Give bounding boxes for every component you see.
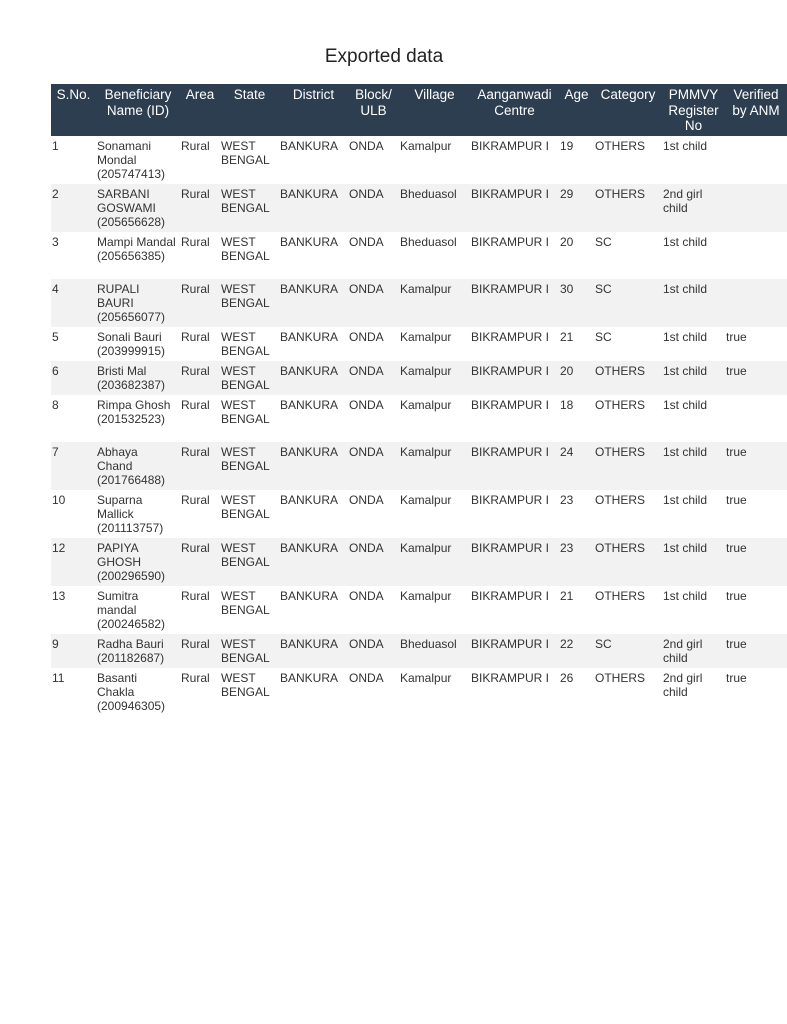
cell-verified xyxy=(725,395,787,442)
cell-centre: BIKRAMPUR I xyxy=(470,442,559,490)
cell-verified: true xyxy=(725,634,787,668)
table-row xyxy=(51,361,787,395)
column-header-register: PMMVY Register No xyxy=(662,84,725,136)
cell-beneficiary: SARBANI GOSWAMI (205656628) xyxy=(96,184,180,232)
cell-state: WEST BENGAL xyxy=(221,670,270,699)
cell-age: 20 xyxy=(560,234,574,249)
cell-category: OTHERS xyxy=(595,397,646,412)
cell-age: 23 xyxy=(559,538,594,586)
page-title: Exported data xyxy=(324,46,444,67)
cell-verified: true xyxy=(726,492,747,507)
cell-village: Kamalpur xyxy=(400,138,452,153)
cell-age: 18 xyxy=(560,397,574,412)
cell-state: WEST BENGAL xyxy=(221,234,270,263)
cell-register: 1st child xyxy=(663,329,708,344)
cell-category: OTHERS xyxy=(595,588,646,603)
cell-verified: true xyxy=(726,588,747,603)
cell-verified xyxy=(725,279,787,327)
table-row xyxy=(51,327,787,361)
cell-centre: BIKRAMPUR I xyxy=(471,329,550,344)
cell-block: ONDA xyxy=(348,184,399,232)
cell-register: 2nd girl child xyxy=(662,634,725,668)
cell-block: ONDA xyxy=(348,442,399,490)
cell-state: WEST BENGAL xyxy=(221,138,270,167)
cell-area: Rural xyxy=(181,138,210,153)
cell-district: BANKURA xyxy=(279,538,348,586)
column-header-area: Area xyxy=(180,84,220,136)
cell-centre: BIKRAMPUR I xyxy=(470,538,559,586)
cell-category: SC xyxy=(594,279,662,327)
cell-register: 1st child xyxy=(663,492,708,507)
table-row xyxy=(51,279,787,327)
cell-sno: 11 xyxy=(52,670,65,685)
cell-centre: BIKRAMPUR I xyxy=(471,588,550,603)
column-header-category: Category xyxy=(594,84,662,136)
cell-verified: true xyxy=(725,442,787,490)
table-row xyxy=(51,586,787,634)
cell-area: Rural xyxy=(181,397,210,412)
cell-sno: 5 xyxy=(52,329,59,344)
cell-age: 29 xyxy=(559,184,594,232)
cell-category: OTHERS xyxy=(595,492,646,507)
cell-block: ONDA xyxy=(349,670,384,685)
cell-age: 26 xyxy=(560,670,574,685)
cell-district: BANKURA xyxy=(280,138,339,153)
column-header-state: State xyxy=(220,84,279,136)
cell-state: WEST BENGAL xyxy=(220,634,279,668)
cell-sno: 13 xyxy=(52,588,66,603)
cell-block: ONDA xyxy=(349,397,384,412)
cell-beneficiary: RUPALI BAURI (205656077) xyxy=(96,279,180,327)
cell-category: OTHERS xyxy=(594,442,662,490)
cell-village: Bheduasol xyxy=(399,634,470,668)
exported-data-table-container xyxy=(51,84,780,716)
column-header-sno: S.No. xyxy=(51,84,96,136)
cell-area: Rural xyxy=(181,329,210,344)
cell-district: BANKURA xyxy=(279,634,348,668)
column-header-beneficiary: Beneficiary Name (ID) xyxy=(96,84,180,136)
cell-category: SC xyxy=(595,234,612,249)
cell-beneficiary: Radha Bauri (201182687) xyxy=(96,634,180,668)
table-row xyxy=(51,136,787,184)
cell-district: BANKURA xyxy=(280,329,339,344)
cell-state: WEST BENGAL xyxy=(220,279,279,327)
cell-state: WEST BENGAL xyxy=(220,442,279,490)
cell-block: ONDA xyxy=(348,279,399,327)
table-header-row xyxy=(51,84,787,136)
cell-verified xyxy=(725,184,787,232)
cell-sno: 12 xyxy=(51,538,96,586)
cell-category: OTHERS xyxy=(595,138,646,153)
cell-block: ONDA xyxy=(349,329,384,344)
table-row xyxy=(51,442,787,490)
cell-sno: 7 xyxy=(51,442,96,490)
cell-age: 22 xyxy=(559,634,594,668)
cell-category: OTHERS xyxy=(594,184,662,232)
cell-district: BANKURA xyxy=(279,361,348,395)
cell-verified: true xyxy=(726,670,747,685)
cell-sno: 9 xyxy=(51,634,96,668)
cell-beneficiary: Sonamani Mondal (205747413) xyxy=(97,138,166,181)
cell-verified: true xyxy=(725,538,787,586)
cell-category: OTHERS xyxy=(594,361,662,395)
cell-category: SC xyxy=(595,329,612,344)
cell-sno: 4 xyxy=(51,279,96,327)
cell-beneficiary: PAPIYA GHOSH (200296590) xyxy=(96,538,180,586)
cell-state: WEST BENGAL xyxy=(221,329,270,358)
cell-village: Kamalpur xyxy=(399,442,470,490)
cell-age: 21 xyxy=(560,588,574,603)
table-row xyxy=(51,232,787,279)
cell-verified xyxy=(725,232,787,279)
cell-block: ONDA xyxy=(349,234,384,249)
cell-age: 24 xyxy=(559,442,594,490)
cell-beneficiary: Sumitra mandal (200246582) xyxy=(97,588,166,631)
cell-register: 1st child xyxy=(662,279,725,327)
cell-state: WEST BENGAL xyxy=(220,538,279,586)
cell-centre: BIKRAMPUR I xyxy=(470,361,559,395)
table-row xyxy=(51,184,787,232)
cell-beneficiary: Abhaya Chand (201766488) xyxy=(96,442,180,490)
cell-category: OTHERS xyxy=(595,670,646,685)
cell-village: Kamalpur xyxy=(399,279,470,327)
cell-centre: BIKRAMPUR I xyxy=(471,492,550,507)
cell-centre: BIKRAMPUR I xyxy=(470,184,559,232)
cell-block: ONDA xyxy=(348,361,399,395)
cell-centre: BIKRAMPUR I xyxy=(471,397,550,412)
table-row xyxy=(51,634,787,668)
cell-state: WEST BENGAL xyxy=(221,492,270,521)
cell-sno: 6 xyxy=(51,361,96,395)
cell-register: 1st child xyxy=(663,588,708,603)
table-row xyxy=(51,395,787,442)
cell-register: 2nd girl child xyxy=(663,670,703,699)
cell-centre: BIKRAMPUR I xyxy=(471,138,550,153)
cell-area: Rural xyxy=(180,634,220,668)
cell-beneficiary: Bristi Mal (203682387) xyxy=(96,361,180,395)
cell-district: BANKURA xyxy=(280,492,339,507)
cell-district: BANKURA xyxy=(280,234,339,249)
cell-area: Rural xyxy=(181,588,210,603)
cell-area: Rural xyxy=(181,492,210,507)
cell-area: Rural xyxy=(180,279,220,327)
cell-area: Rural xyxy=(180,184,220,232)
cell-state: WEST BENGAL xyxy=(220,184,279,232)
cell-district: BANKURA xyxy=(280,397,339,412)
cell-sno: 3 xyxy=(52,234,59,249)
cell-sno: 2 xyxy=(51,184,96,232)
cell-centre: BIKRAMPUR I xyxy=(471,234,550,249)
cell-district: BANKURA xyxy=(280,588,339,603)
cell-block: ONDA xyxy=(349,588,384,603)
column-header-centre: Aanganwadi Centre xyxy=(470,84,559,136)
column-header-age: Age xyxy=(559,84,594,136)
cell-sno: 1 xyxy=(52,138,59,153)
cell-age: 23 xyxy=(560,492,574,507)
cell-village: Kamalpur xyxy=(400,670,452,685)
cell-centre: BIKRAMPUR I xyxy=(470,634,559,668)
cell-age: 30 xyxy=(559,279,594,327)
cell-verified xyxy=(725,136,787,184)
cell-village: Kamalpur xyxy=(400,588,452,603)
cell-centre: BIKRAMPUR I xyxy=(471,670,550,685)
cell-age: 20 xyxy=(559,361,594,395)
cell-district: BANKURA xyxy=(279,279,348,327)
cell-category: SC xyxy=(594,634,662,668)
cell-area: Rural xyxy=(180,361,220,395)
exported-data-table xyxy=(51,84,787,716)
table-row xyxy=(51,668,787,716)
cell-beneficiary: Mampi Mandal (205656385) xyxy=(97,234,176,263)
cell-age: 21 xyxy=(560,329,574,344)
cell-village: Kamalpur xyxy=(400,492,452,507)
cell-block: ONDA xyxy=(348,634,399,668)
cell-area: Rural xyxy=(180,442,220,490)
cell-register: 1st child xyxy=(663,397,708,412)
cell-beneficiary: Sonali Bauri (203999915) xyxy=(97,329,166,358)
cell-register: 1st child xyxy=(663,234,708,249)
cell-state: WEST BENGAL xyxy=(221,397,270,426)
cell-block: ONDA xyxy=(348,538,399,586)
cell-block: ONDA xyxy=(349,138,384,153)
cell-village: Kamalpur xyxy=(399,361,470,395)
cell-block: ONDA xyxy=(349,492,384,507)
cell-village: Kamalpur xyxy=(399,538,470,586)
cell-register: 1st child xyxy=(662,442,725,490)
cell-area: Rural xyxy=(180,538,220,586)
table-row xyxy=(51,490,787,538)
table-row xyxy=(51,538,787,586)
cell-district: BANKURA xyxy=(279,442,348,490)
column-header-district: District xyxy=(279,84,348,136)
cell-centre: BIKRAMPUR I xyxy=(470,279,559,327)
cell-beneficiary: Rimpa Ghosh (201532523) xyxy=(97,397,171,426)
cell-register: 2nd girl child xyxy=(662,184,725,232)
cell-verified: true xyxy=(726,329,747,344)
column-header-verified: Verified by ANM xyxy=(725,84,787,136)
cell-register: 1st child xyxy=(662,361,725,395)
cell-state: WEST BENGAL xyxy=(221,588,270,617)
cell-category: OTHERS xyxy=(594,538,662,586)
cell-area: Rural xyxy=(181,234,210,249)
cell-beneficiary: Suparna Mallick (201113757) xyxy=(97,492,164,535)
cell-register: 1st child xyxy=(663,138,708,153)
cell-area: Rural xyxy=(181,670,210,685)
cell-register: 1st child xyxy=(662,538,725,586)
cell-district: BANKURA xyxy=(280,670,339,685)
column-header-village: Village xyxy=(399,84,470,136)
cell-district: BANKURA xyxy=(279,184,348,232)
cell-age: 19 xyxy=(560,138,574,153)
cell-village: Kamalpur xyxy=(400,329,452,344)
cell-state: WEST BENGAL xyxy=(220,361,279,395)
cell-beneficiary: Basanti Chakla (200946305) xyxy=(97,670,166,713)
cell-sno: 10 xyxy=(52,492,66,507)
cell-sno: 8 xyxy=(52,397,59,412)
cell-village: Bheduasol xyxy=(400,234,457,249)
cell-village: Bheduasol xyxy=(399,184,470,232)
cell-village: Kamalpur xyxy=(400,397,452,412)
column-header-block: Block/ ULB xyxy=(348,84,399,136)
cell-verified: true xyxy=(725,361,787,395)
